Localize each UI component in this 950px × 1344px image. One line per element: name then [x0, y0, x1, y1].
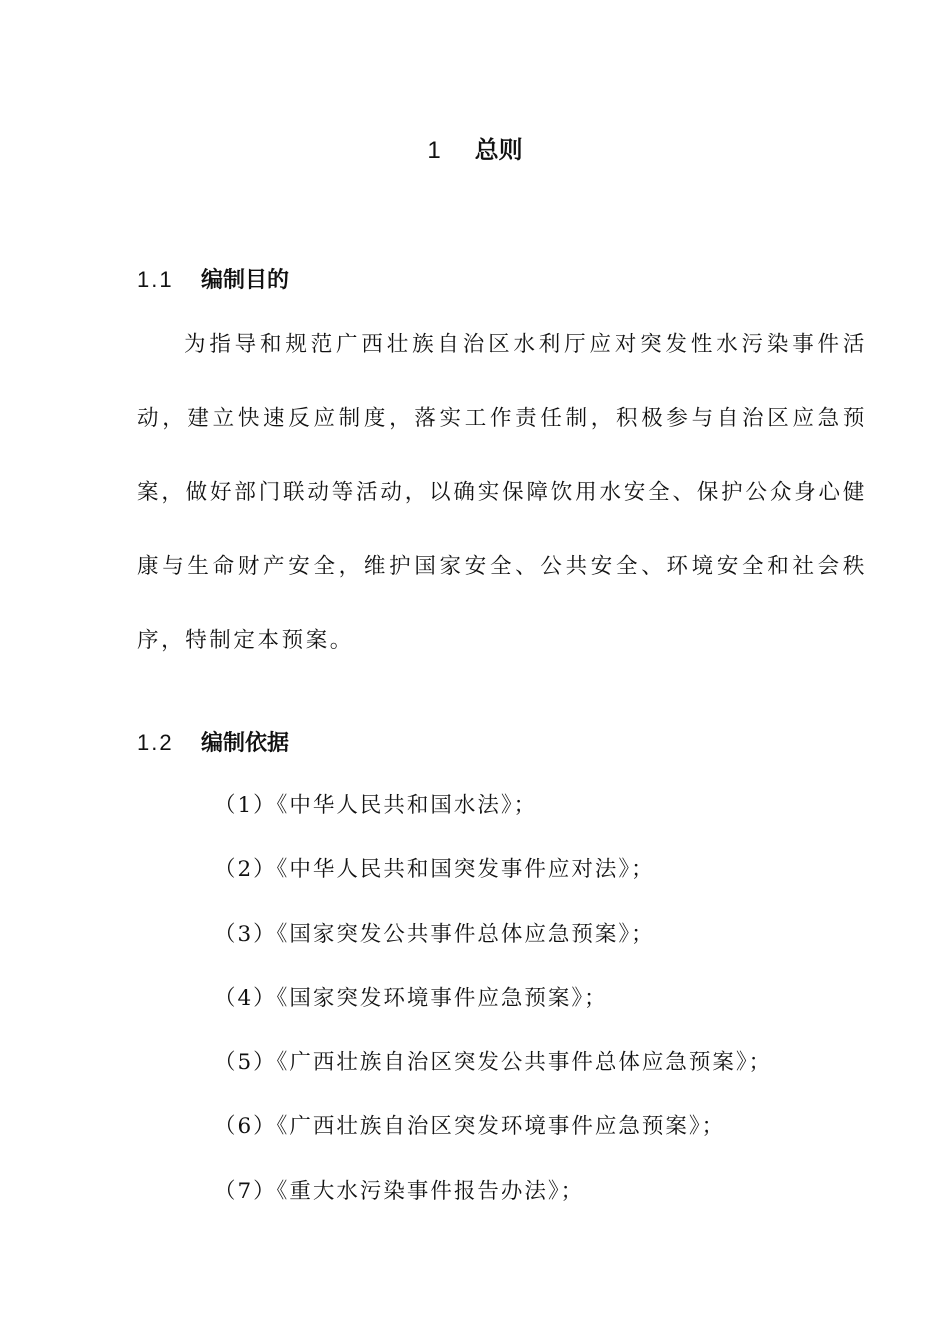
- list-item: （7）《重大水污染事件报告办法》；: [214, 1178, 585, 1204]
- list-item: （3）《国家突发公共事件总体应急预案》；: [214, 921, 655, 947]
- section-number: 1.1: [137, 267, 174, 292]
- section-title: 编制依据: [201, 731, 290, 756]
- section-title: 编制目的: [201, 268, 290, 293]
- list-item: （1）《中华人民共和国水法》；: [214, 793, 538, 818]
- chapter-title: [0, 132, 950, 169]
- list-item: （5）《广西壮族自治区突发公共事件总体应急预案》；: [214, 1050, 773, 1076]
- section-heading-purpose: [137, 265, 289, 296]
- chapter-title-text: 总则: [474, 136, 523, 164]
- list-item: （2）《中华人民共和国突发事件应对法》；: [214, 857, 655, 883]
- list-item: （4）《国家突发环境事件应急预案》；: [214, 985, 608, 1011]
- section-number: 1.2: [137, 730, 174, 755]
- list-item: （6）《广西壮族自治区突发环境事件应急预案》；: [214, 1114, 726, 1140]
- basis-list: [214, 784, 772, 1234]
- section-heading-basis: [137, 728, 289, 759]
- chapter-number: 1: [427, 137, 441, 164]
- purpose-paragraph: 为指导和规范广西壮族自治区水利厅应对突发性水污染事件活动，建立快速反应制度，落实工作责任制，积极参与自治区应急预案，做好部门联动等活动，以确实保障饮用水安全、保护公众身心健康与生命财产安全，维护国家安全、公共安全、环境安全和社会秩序，特制定本预案。: [137, 332, 867, 653]
